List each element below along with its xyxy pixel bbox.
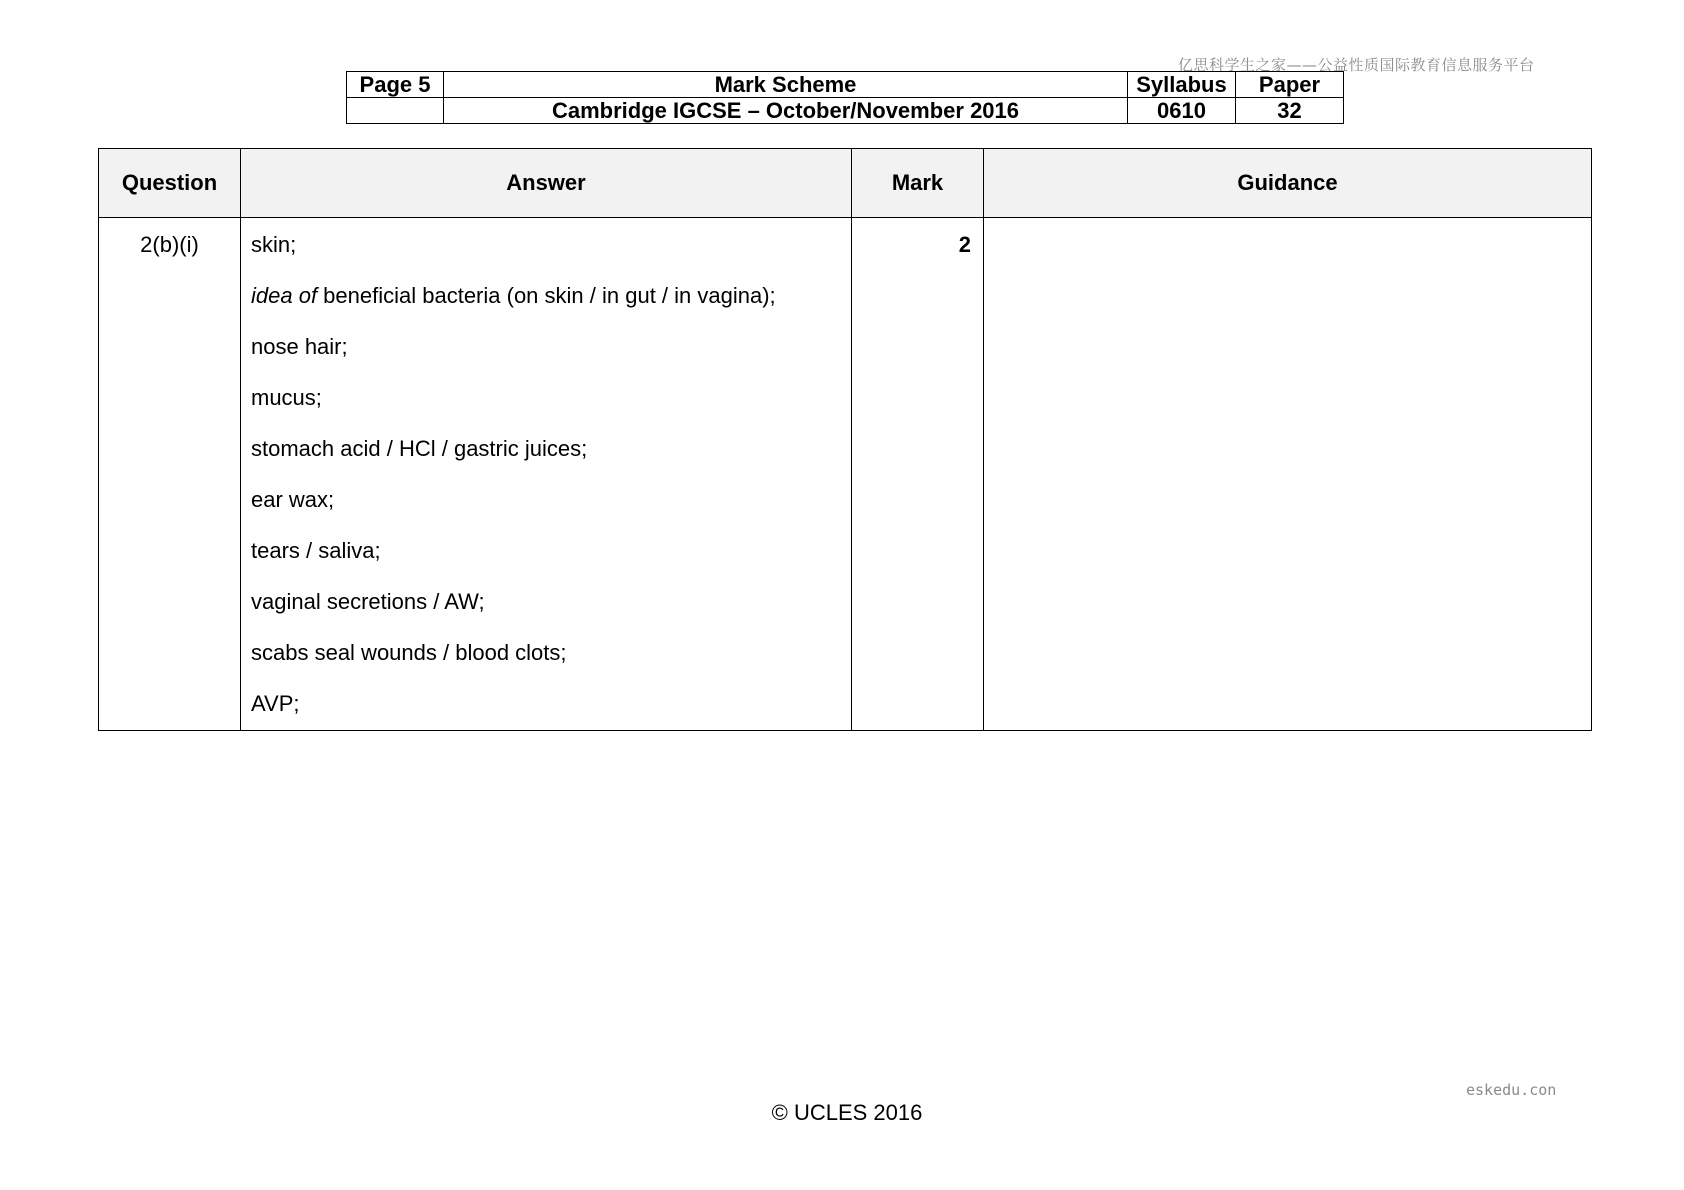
watermark-bottom: eskedu.con: [1466, 1081, 1557, 1099]
column-header-guidance: Guidance: [984, 149, 1592, 218]
paper-value: 32: [1236, 98, 1344, 124]
answer-text: nose hair;: [251, 334, 348, 359]
syllabus-value: 0610: [1128, 98, 1236, 124]
answer-line: [251, 282, 841, 333]
answer-line: [251, 231, 841, 282]
answer-line: [251, 435, 841, 486]
answer-line: [251, 690, 841, 720]
mark-scheme-title: Mark Scheme: [444, 72, 1128, 98]
answer-text: AVP;: [251, 691, 300, 716]
syllabus-label: Syllabus: [1128, 72, 1236, 98]
answer-text: skin;: [251, 232, 297, 257]
copyright-footer: © UCLES 2016: [771, 1100, 923, 1125]
answer-text: scabs seal wounds / blood clots;: [251, 640, 567, 665]
answer-cell: [241, 218, 852, 731]
answer-line: [251, 384, 841, 435]
paper-label: Paper: [1236, 72, 1344, 98]
page-blank-cell: [347, 98, 444, 124]
mark-cell: 2: [852, 218, 984, 731]
answer-text: vaginal secretions / AW;: [251, 589, 485, 614]
column-header-mark: Mark: [852, 149, 984, 218]
answer-prefix: idea of: [251, 283, 318, 308]
header-table: [346, 71, 1344, 124]
column-header-question: Question: [99, 149, 241, 218]
watermark-top: 亿思科学生之家——公益性质国际教育信息服务平台: [1178, 56, 1535, 74]
exam-subtitle: Cambridge IGCSE – October/November 2016: [444, 98, 1128, 124]
guidance-cell: [984, 218, 1592, 731]
answer-line: [251, 588, 841, 639]
question-cell: 2(b)(i): [99, 218, 241, 731]
answer-text: beneficial bacteria (on skin / in gut / in vagina);: [317, 283, 776, 308]
answer-text: ear wax;: [251, 487, 335, 512]
answer-line: [251, 486, 841, 537]
table-header-row: [99, 149, 1592, 218]
mark-scheme-table: [98, 148, 1592, 731]
page-number: Page 5: [347, 72, 444, 98]
answer-text: mucus;: [251, 385, 322, 410]
column-header-answer: Answer: [241, 149, 852, 218]
answer-line: [251, 537, 841, 588]
answer-text: tears / saliva;: [251, 538, 381, 563]
answer-text: stomach acid / HCl / gastric juices;: [251, 436, 588, 461]
answer-line: [251, 639, 841, 690]
table-row: [99, 218, 1592, 731]
answer-line: [251, 333, 841, 384]
